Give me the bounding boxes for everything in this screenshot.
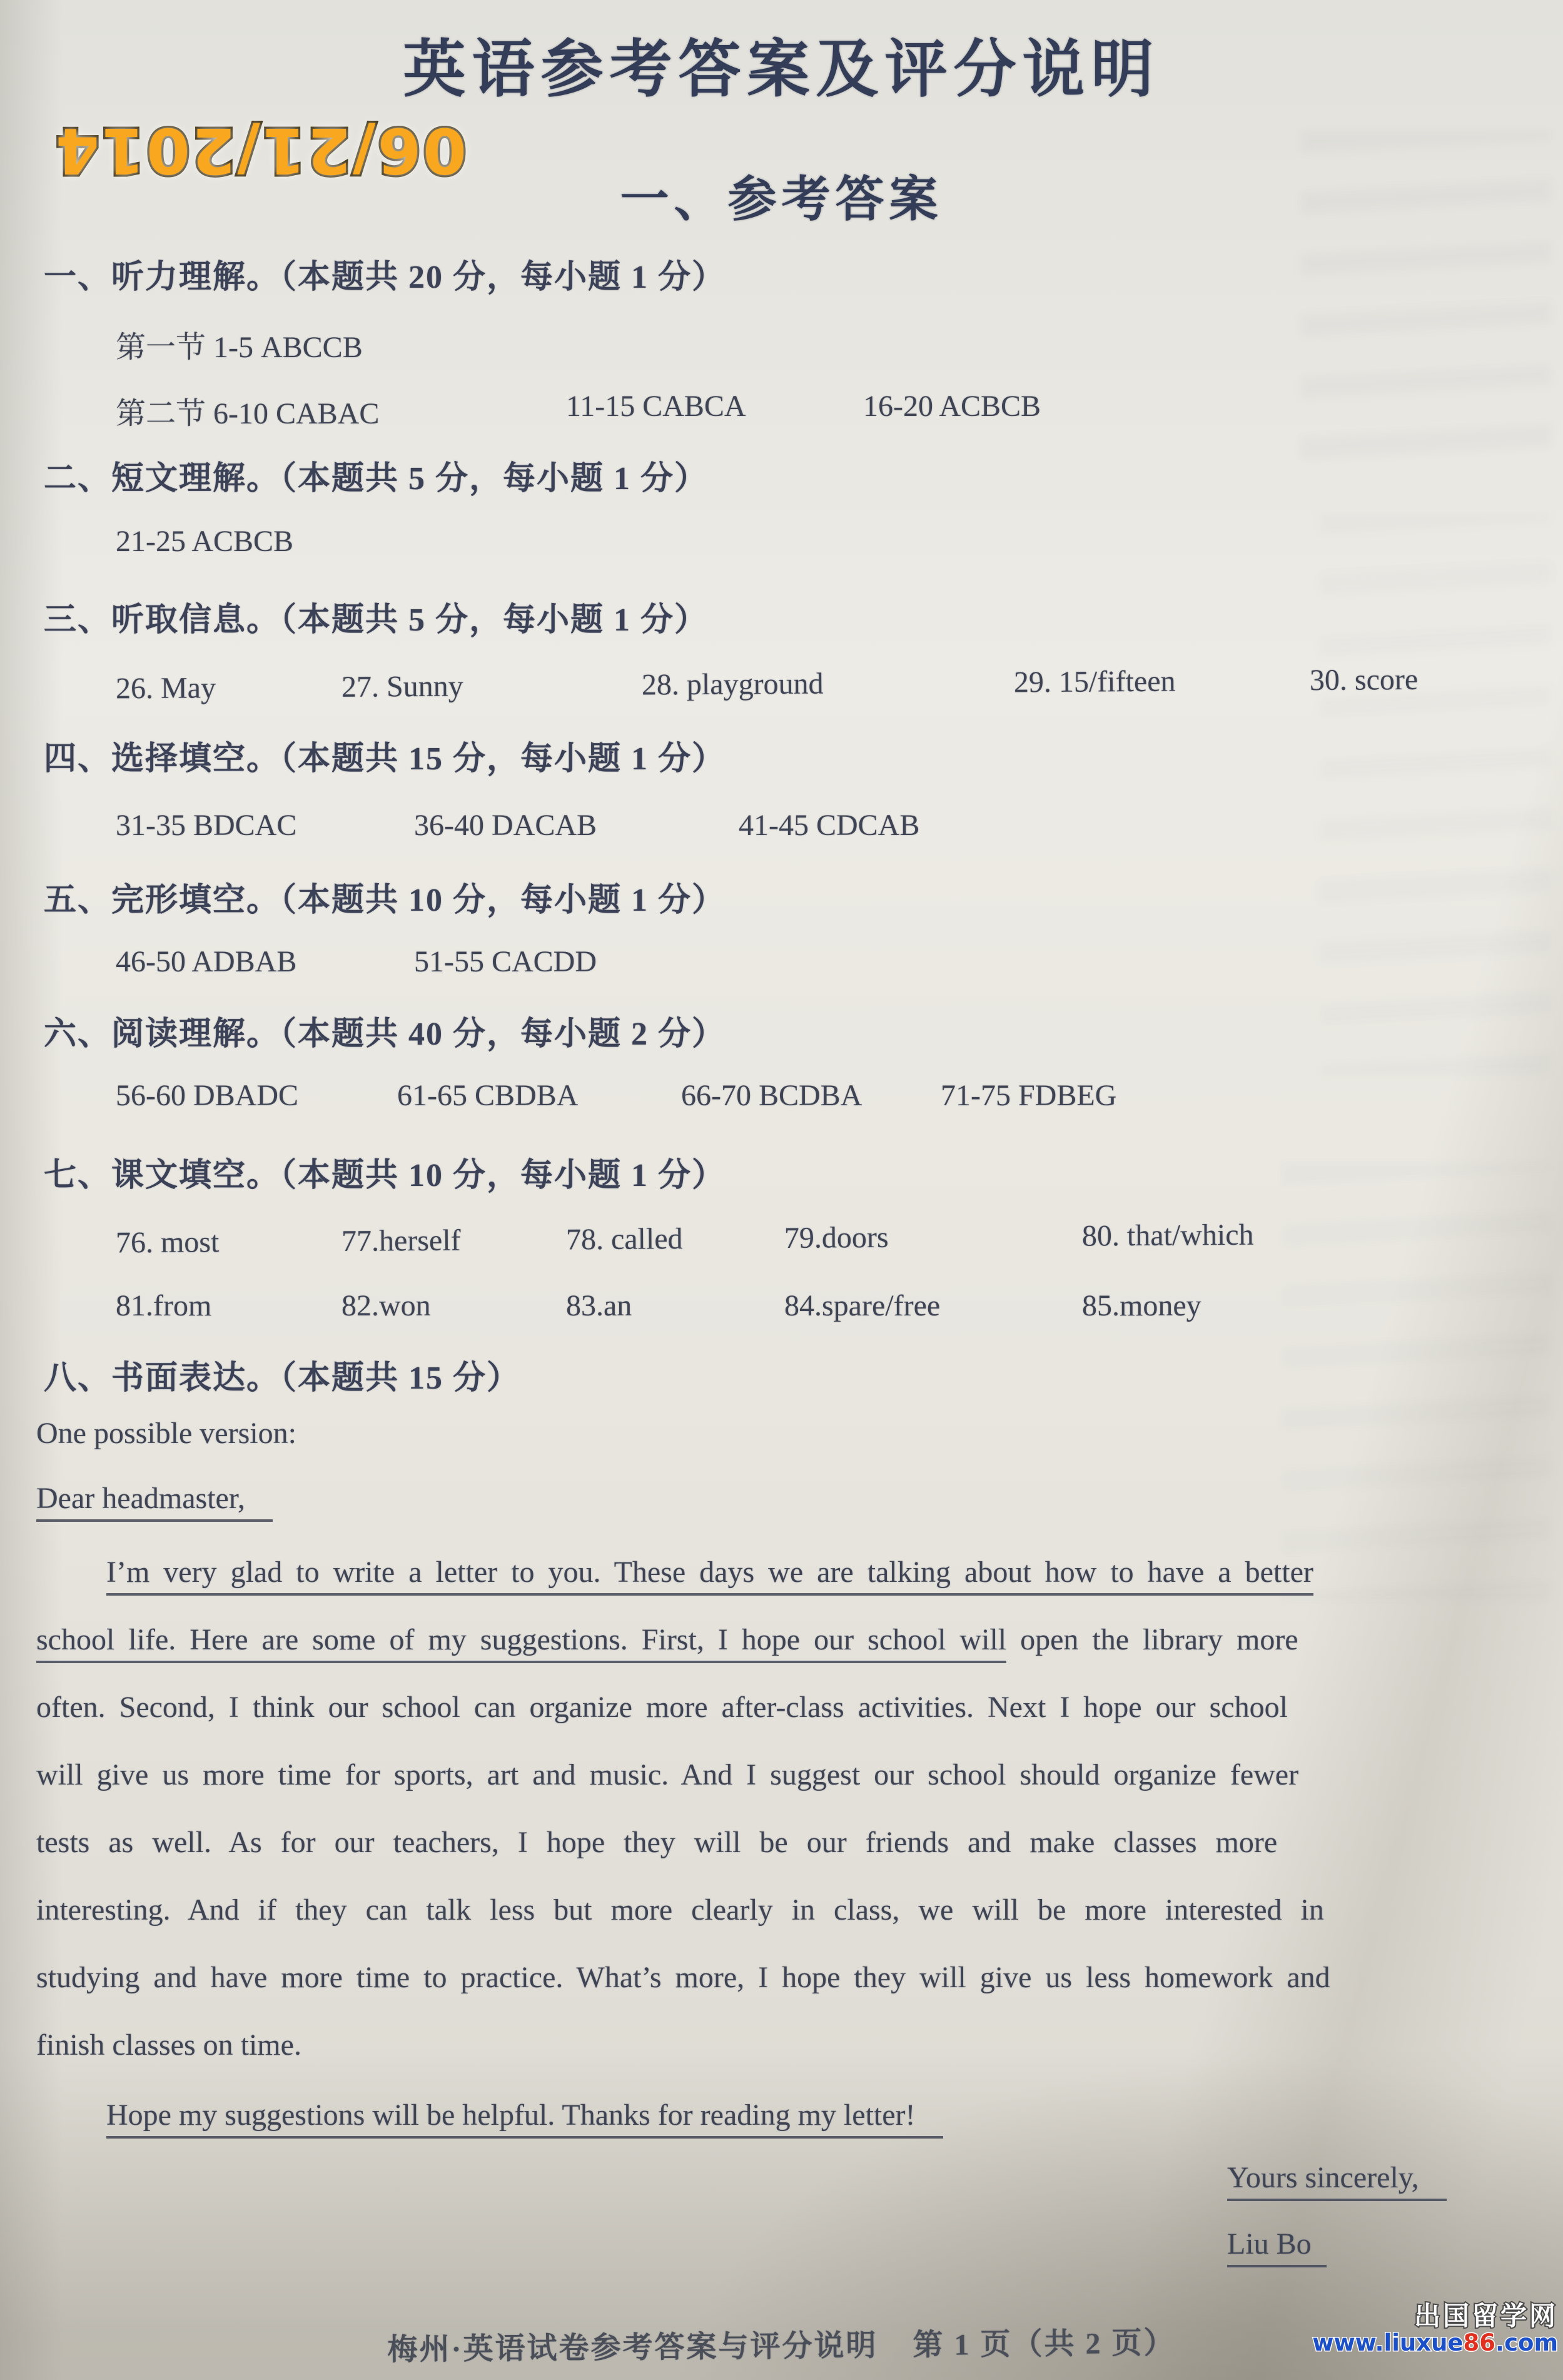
essay-signoff <box>1227 2159 1447 2197</box>
answer-row <box>0 389 1563 433</box>
essay-signature <box>1227 2226 1327 2263</box>
essay-closing-text: Hope my suggestions will be helpful. Thanks for reading my letter! <box>106 2099 943 2139</box>
answer-cell: 30. score <box>1309 662 1419 697</box>
answer-cell: 41-45 CDCAB <box>739 809 920 842</box>
date-stamp: 06/21/2014 <box>54 114 467 187</box>
answer-cell: 16-20 ACBCB <box>863 390 1041 423</box>
section-heading: 四、选择填空。（本题共 15 分，每小题 1 分） <box>44 741 726 777</box>
answer-cell: 11-15 CABCA <box>566 390 746 423</box>
essay-salutation-text: Dear headmaster, <box>36 1482 273 1522</box>
answer-cell: 82.won <box>341 1289 431 1322</box>
answers-section-title: 一、参考答案 <box>620 172 943 226</box>
essay-intro: One possible version: <box>36 1417 296 1450</box>
answer-cell: 第二节 6-10 CABAC <box>116 397 380 430</box>
answer-cell: 78. called <box>565 1222 683 1257</box>
watermark-site-url <box>1312 2331 1558 2356</box>
essay-signature-text: Liu Bo <box>1227 2227 1327 2267</box>
section-heading: 三、听取信息。（本题共 5 分，每小题 1 分） <box>44 602 709 638</box>
answer-cell: 21-25 ACBCB <box>116 525 294 558</box>
essay-line: finish classes on time. <box>36 2028 301 2062</box>
answer-row <box>0 808 1563 852</box>
answer-cell: 56-60 DBADC <box>116 1079 299 1112</box>
section-heading: 五、完形填空。（本题共 10 分，每小题 1 分） <box>44 883 726 918</box>
answer-cell: 第一节 1-5 ABCCB <box>116 331 363 364</box>
answer-cell: 77.herself <box>341 1223 461 1258</box>
answer-row <box>0 1289 1563 1332</box>
answer-cell: 79.doors <box>784 1220 889 1255</box>
essay-line <box>36 1621 1523 1659</box>
answer-row <box>0 944 1563 988</box>
watermark-url-86: 86 <box>1463 2329 1496 2357</box>
bleed-through-smudge <box>1320 513 1551 1076</box>
answer-cell: 66-70 BCDBA <box>681 1079 862 1112</box>
section-heading: 六、阅读理解。（本题共 40 分，每小题 2 分） <box>44 1016 726 1052</box>
answer-cell: 27. Sunny <box>341 669 463 704</box>
answer-cell: 36-40 DACAB <box>414 809 597 842</box>
answer-row <box>0 524 1563 568</box>
answer-cell: 83.an <box>566 1289 632 1322</box>
footer-document-title: 梅州·英语试卷参考答案与评分说明 <box>387 2329 878 2367</box>
essay-line <box>36 1554 1523 1591</box>
answer-row <box>0 1078 1563 1122</box>
answer-row <box>0 661 1563 716</box>
essay-closing-line <box>36 2097 1523 2134</box>
answer-row <box>0 1215 1563 1270</box>
answer-cell: 85.money <box>1082 1289 1201 1322</box>
essay-line: often. Second, I think our school can organize more after-class activities. Next I hope our school <box>36 1691 1288 1724</box>
section-heading: 八、书面表达。（本题共 15 分） <box>44 1360 521 1396</box>
answer-cell: 76. most <box>115 1225 220 1260</box>
footer-page-number: 第 1 页（共 2 页） <box>913 2326 1176 2362</box>
section-heading: 七、课文填空。（本题共 10 分，每小题 1 分） <box>44 1158 726 1193</box>
answer-cell: 28. playground <box>641 667 824 702</box>
answer-cell: 31-35 BDCAC <box>116 809 297 842</box>
watermark-url-com: .com <box>1495 2329 1558 2357</box>
page-title: 英语参考答案及评分说明 <box>403 35 1160 104</box>
essay-line: studying and have more time to practice. What’s more, I hope they will give us less homework and <box>36 1961 1330 1994</box>
answer-row <box>0 323 1563 367</box>
essay-signoff-text: Yours sincerely, <box>1227 2161 1447 2201</box>
answer-cell: 80. that/which <box>1081 1218 1254 1253</box>
essay-line-text: I’m very glad to write a letter to you. These days we are talking about how to have a better <box>106 1556 1313 1596</box>
answer-cell: 71-75 FDBEG <box>941 1079 1117 1112</box>
answer-cell: 84.spare/free <box>784 1289 941 1322</box>
answer-cell: 46-50 ADBAB <box>116 945 297 978</box>
essay-line-underlined: school life. Here are some of my suggestions. First, I hope our school will <box>36 1623 1006 1663</box>
watermark-site-name: 出国留学网 <box>1414 2301 1558 2331</box>
answer-cell: 51-55 CACDD <box>414 945 597 978</box>
essay-salutation <box>36 1480 1523 1517</box>
essay-line: interesting. And if they can talk less but more clearly in class, we will be more interested in <box>36 1893 1324 1927</box>
watermark <box>1312 2302 1558 2356</box>
answer-cell: 81.from <box>116 1289 212 1322</box>
section-heading: 一、听力理解。（本题共 20 分，每小题 1 分） <box>44 260 726 295</box>
answer-cell: 61-65 CBDBA <box>397 1079 579 1112</box>
watermark-url-www: www.liuxue <box>1312 2329 1464 2357</box>
essay-line-text: open the library more <box>1006 1623 1298 1656</box>
section-heading: 二、短文理解。（本题共 5 分，每小题 1 分） <box>44 461 709 497</box>
answer-cell: 26. May <box>115 671 216 706</box>
essay-line: will give us more time for sports, art and music. And I suggest our school should organize fewer <box>36 1758 1299 1791</box>
answer-cell: 29. 15/fifteen <box>1013 664 1176 699</box>
essay-line: tests as well. As for our teachers, I hope they will be our friends and make classes more <box>36 1826 1278 1859</box>
